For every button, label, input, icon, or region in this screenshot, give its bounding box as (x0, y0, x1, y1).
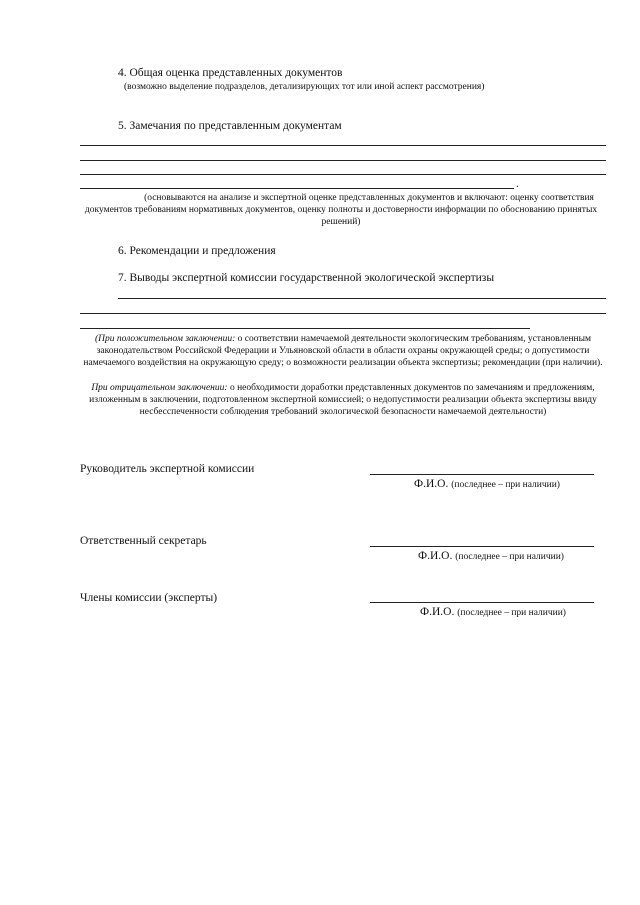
section-5-end-mark: . (516, 178, 519, 190)
signature-line (370, 546, 594, 547)
section-5-note: (основываются на анализе и экспертной оценке представленных документов и включают: оценку соответствия документов требованиям нормативных документов, оценку полноты и достоверности информации по обоснованию принятых решений) (84, 193, 598, 227)
fill-line (80, 313, 606, 314)
negative-text: о необходимости доработки представленных документов по замечаниям и предложениям, изложенным в заключении, подготовленном экспертной комиссией; о недопустимости реализации объекта экспертизы ввиду несбесспеченности соблюдения требований экологической безопасности намечаемой деятельности) (89, 383, 597, 417)
signature-fio (420, 606, 566, 618)
section-4-title: 4. Общая оценка представленных документов (118, 67, 343, 79)
fill-line (118, 298, 606, 299)
fio-label: Ф.И.О. (418, 550, 453, 562)
fill-line (80, 174, 606, 175)
section-7-negative-note (80, 382, 606, 418)
signature-fio (414, 478, 560, 490)
section-7-title: 7. Выводы экспертной комиссии государственной экологической экспертизы (118, 272, 495, 284)
signature-fio (418, 550, 564, 562)
fio-note: (последнее – при наличии) (457, 608, 566, 618)
fill-line (80, 160, 606, 161)
signature-role-secretary: Ответственный секретарь (80, 535, 207, 547)
fill-line (80, 188, 514, 189)
signature-line (370, 474, 594, 475)
fio-note: (последнее – при наличии) (455, 552, 564, 562)
positive-label: (При положительном заключении: (94, 334, 236, 344)
signature-role-members: Члены комиссии (эксперты) (80, 592, 218, 604)
signature-line (370, 602, 594, 603)
fio-label: Ф.И.О. (420, 606, 455, 618)
fio-label: Ф.И.О. (414, 478, 449, 490)
negative-label: При отрицательном заключении: (91, 383, 228, 393)
section-4-note: (возможно выделение подразделов, детализирующих тот или иной аспект рассмотрения) (124, 82, 485, 92)
fill-line (80, 328, 530, 329)
section-5-title: 5. Замечания по представленным документам (118, 120, 342, 132)
fill-line (80, 145, 606, 146)
positive-text: о соответствии намечаемой деятельности экологическим требованиям, установленным законодательством Российской Федерации и Ульяновской области в области охраны окружающей среды; о допустимости намечаемого воздействия на окружающую среду; о возможности реализации объекта экспертизы; рекомендации (при наличии). (83, 334, 603, 368)
fio-note: (последнее – при наличии) (451, 480, 560, 490)
signature-role-head: Руководитель экспертной комиссии (80, 463, 255, 475)
section-6-title: 6. Рекомендации и предложения (118, 245, 276, 257)
section-7-positive-note (80, 333, 606, 369)
